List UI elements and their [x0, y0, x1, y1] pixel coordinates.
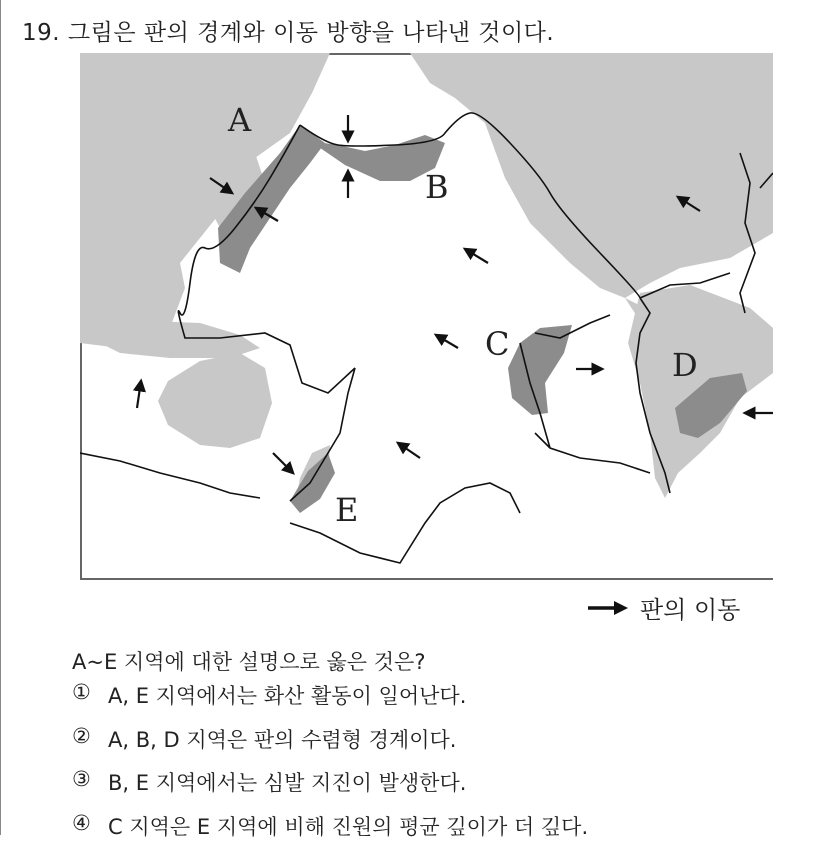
option-text: B, E 지역에서는 심발 지진이 발생한다. [108, 767, 466, 797]
question-stem: A~E 지역에 대한 설명으로 옳은 것은? [72, 646, 425, 676]
option-text: A, E 지역에서는 화산 활동이 일어난다. [108, 680, 466, 710]
question-title [22, 14, 554, 47]
legend-label: 판의 이동 [640, 590, 740, 625]
right-arrow-icon [586, 600, 630, 616]
question-number: 19. [22, 20, 60, 46]
plate-map [80, 53, 773, 580]
option-text: C 지역은 E 지역에 비해 진원의 평균 깊이가 더 깊다. [108, 811, 588, 841]
question-text: 그림은 판의 경계와 이동 방향을 나타낸 것이다. [68, 20, 554, 46]
option-number: ③ [72, 767, 108, 791]
plate-map-figure [80, 53, 773, 580]
answer-option-3[interactable] [72, 767, 588, 811]
option-number: ④ [72, 811, 108, 835]
answer-option-4[interactable] [72, 811, 588, 854]
region-label-c: C [485, 325, 509, 363]
region-label-e: E [335, 491, 358, 529]
option-number: ① [72, 680, 108, 704]
region-label-a: A [227, 101, 252, 139]
answer-option-1[interactable] [72, 680, 588, 724]
answer-options [72, 680, 588, 854]
left-border [0, 0, 1, 835]
region-label-d: D [672, 346, 698, 384]
option-text: A, B, D 지역은 판의 수렴형 경계이다. [108, 724, 456, 754]
legend [586, 590, 740, 625]
region-label-b: B [425, 168, 449, 206]
option-number: ② [72, 724, 108, 748]
answer-option-2[interactable] [72, 724, 588, 768]
